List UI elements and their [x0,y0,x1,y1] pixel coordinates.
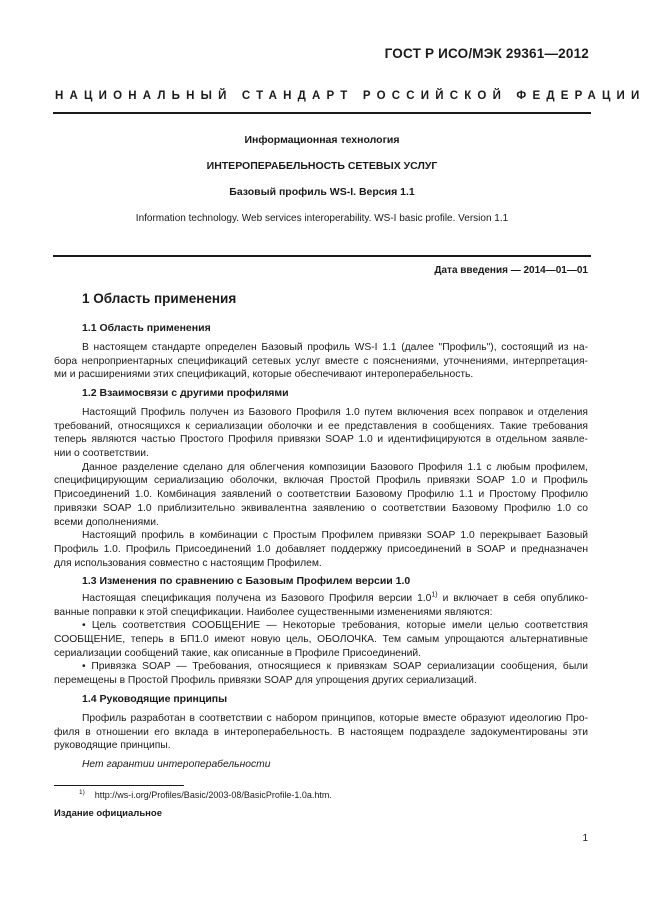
text-line: привязки SOAP 1.0 приблизительно эквивалентна заявлению о соответствии Базовому Профилю 1.0 со [54,502,588,514]
footnote-marker: 1) [79,789,85,796]
paragraph-1-4 [54,712,588,753]
english-title: Information technology. Web services interoperability. WS-I basic profile. Version 1.1 [135,213,509,224]
text-line: ми и расширениями этих спецификаций, которые обеспечивают интероперабельность. [54,369,474,381]
text-line: Профиль 1.0. Профиль Присоединений 1.0 добавляет поддержку присоединений в SOAP и предназначен [54,543,588,555]
text-line: перемещены в Простой Профиль привязки SOAP для упрощения других сериализаций. [54,675,477,687]
paragraph-1-1 [54,341,588,382]
paragraph-1-2 [54,406,588,570]
text-line: руководящие принципы. [54,740,171,752]
text-line: всеми дополнениями. [54,516,159,528]
introduction-date: Дата введения — 2014—01—01 [434,265,588,276]
edition-label: Издание официальное [54,808,162,819]
text-line: для использования совместно с настоящим Профилем. [54,557,322,569]
title-line-1: Информационная технология [244,134,400,146]
national-standard-banner: НАЦИОНАЛЬНЫЙ СТАНДАРТ РОССИЙСКОЙ ФЕДЕРАЦИИ [55,90,646,102]
text-line: Настоящий профиль в комбинации с Простым Профилем привязки SOAP 1.0 перекрывает Базовый [82,530,588,542]
text-line: В настоящем стандарте определен Базовый профиль WS-I 1.1 (далее "Профиль"), состоящий из на- [82,342,588,353]
text-line: филя в отношении его вклада в интероперабельность. В настоящем подразделе задокументированы эти [54,726,588,738]
text-line: СООБЩЕНИЕ, теперь в БП1.0 имеют новую цель, ОБОЛОЧКА. Тем самым упрощаются альтернативные [54,634,588,646]
text-line: ванные поправки к этой спецификации. Наиболее существенными изменениями являются: [54,606,493,618]
text-line [54,592,588,606]
title-bottom-rule [53,255,591,257]
page-number: 1 [582,833,588,844]
text-line: требований, относящихся к сериализации оболочки и ее представления в сообщениях. Такие требования [54,420,588,432]
footnote-url[interactable]: http://ws-i.org/Profiles/Basic/2003-08/BasicProfile-1.0a.htm. [94,790,332,800]
subsection-1-1-heading: 1.1 Область применения [82,322,211,334]
italic-subheading [54,758,588,772]
text-line: сериализации сообщений такие, как описанные в Профиле Присоединений. [54,647,422,659]
text-line: теперь являются частью Простого Профиля привязки SOAP 1.0 и идентифицируются в отдельном заявле- [54,434,588,446]
top-rule [53,112,591,114]
title-line-3: Базовый профиль WS-I. Версия 1.1 [229,186,415,198]
subsection-1-2-heading: 1.2 Взаимосвязи с другими профилями [82,387,289,399]
text-line: Настоящий Профиль получен из Базового Профиля 1.0 путем включения всех поправок и отделения [82,407,588,418]
footnote-rule [54,785,184,786]
text-line: бора непроприентарных спецификаций сетевых услуг вместе с пояснениями, уточнениями, интерпретация- [54,355,588,367]
bullet-line: • Привязка SOAP — Требования, относящиеся к привязкам SOAP сериализации сообщения, были [82,661,588,673]
text-line: нии о соответствии. [54,448,149,460]
text-line: специфицирующим сериализацию оболочки, включая Простой Профиль привязки SOAP 1.0 и Профиль [54,475,588,487]
text-line: Данное разделение сделано для облегчения композиции Базового Профиля 1.1 с любым профилем, [82,461,588,473]
text-line: Нет гарантии интероперабельности [82,759,271,770]
text-fragment: Настоящая спецификация получена из Базового Профиля версии 1.0 [82,593,432,604]
bullet-line: • Цель соответствия СООБЩЕНИЕ — Некоторые требования, которые имели целью соответствия [82,620,588,632]
section-1-heading: 1 Область применения [82,291,237,306]
text-line: Профиль разработан в соответствии с набором принципов, которые вместе образуют идеологию Про- [82,713,588,724]
footnote-reference: 1) [431,591,438,599]
title-line-2: ИНТЕРОПЕРАБЕЛЬНОСТЬ СЕТЕВЫХ УСЛУГ [206,160,438,172]
subsection-1-3-heading: 1.3 Изменения по сравнению с Базовым Профилем версии 1.0 [82,575,411,587]
text-line: Присоединений 1.0. Комбинация заявлений о соответствии Базовому Профилю 1.1 и Простому Профилю [54,489,588,501]
paragraph-1-3 [54,592,588,688]
subsection-1-4-heading: 1.4 Руководящие принципы [82,693,228,705]
text-fragment: и включает в себя опублико- [437,593,588,604]
standard-number: ГОСТ Р ИСО/МЭК 29361—2012 [384,46,589,61]
footnote [79,790,332,800]
